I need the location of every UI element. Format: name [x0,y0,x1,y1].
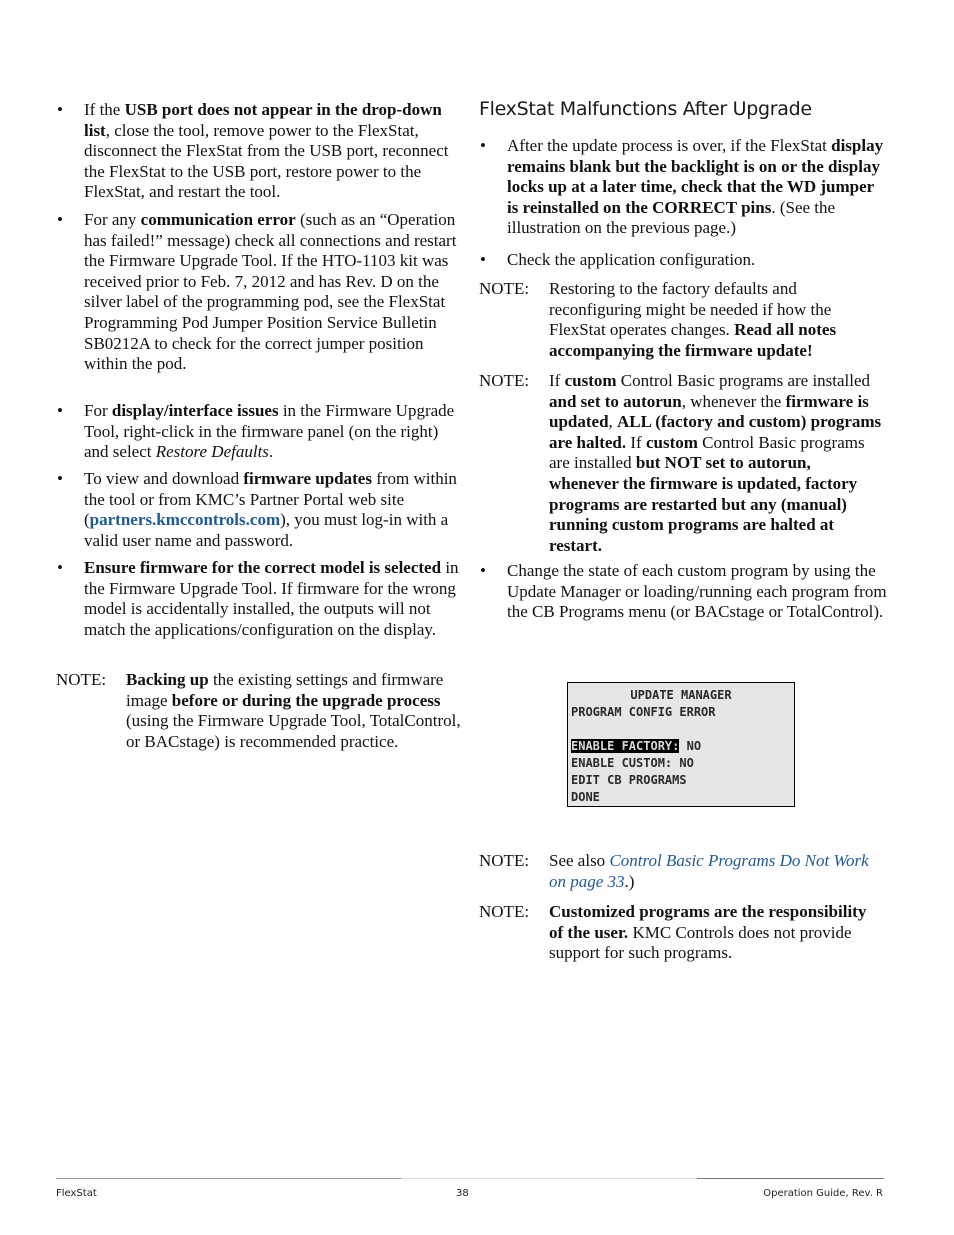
text-run: , whenever the [681,391,786,411]
bullet-icon: • [57,469,63,488]
note-label: NOTE: [56,670,107,689]
paragraph-text [507,250,887,271]
text-run: .) [624,871,635,891]
paragraph-text [84,210,464,375]
note-label: NOTE: [479,851,530,870]
bullet-icon: • [480,136,486,155]
text-run: Control Basic programs are installed [549,432,865,473]
note-text [549,851,884,892]
footer-rule-right [697,1178,884,1179]
text-run: If [549,371,565,390]
bullet-usb-port [57,100,464,203]
note-custom-programs [479,371,884,556]
bullet-display-blank [480,136,887,239]
paragraph-text [84,100,464,203]
text-run: , [608,412,618,432]
bold-text: Read all notes accompanying the firmware update! [549,320,837,360]
bullet-communication-error [57,210,464,375]
bold-text: but NOT set to autorun, whenever the firmware is updated, factory programs are restarted but any (manual) running custom programs are halted at restart. [549,453,858,555]
bold-text: Backing up [126,670,209,689]
text-run: (such as an “Operation has failed!” message) check all connections and restart the Firmware Upgrade Tool. If the HTO-1103 kit was received prior to Feb. 7, 2012 and has Rev. D on the silver label of the programming pod, see the FlexStat Programming Pod Jumper Position Service Bulletin SB0212A to check for the correct jumper position within the pod. [84,210,457,374]
text-run: For [84,401,112,420]
paragraph-text [84,401,464,463]
paragraph-text [507,136,887,239]
bold-text: USB port does not appear in the drop-down list [84,100,442,140]
lcd-update-manager-screen [567,682,795,807]
note-text [549,371,884,556]
text-run: If the [84,100,125,119]
bold-text: display remains blank but the backlight is on or the display locks up at a later time, check that the WD jumper is reinstalled on the CORRECT pins [507,136,884,217]
lcd-enable-factory-value: NO [679,739,702,753]
lcd-edit-cb-programs: EDIT CB PROGRAMS [571,773,687,787]
note-responsibility [479,902,884,964]
text-run: See also [549,851,610,870]
text-run: To view and download [84,469,244,488]
note-label: NOTE: [479,371,530,390]
bold-text: firmware is updated [549,391,869,432]
note-see-also [479,851,884,892]
paragraph-text [84,469,464,551]
text-run: . (See the illustration on the previous page.) [507,197,836,238]
italic-text: Restore Defaults [155,442,269,462]
lcd-error-line: PROGRAM CONFIG ERROR [571,705,716,719]
text-run: in the Firmware Upgrade Tool, right-click in the firmware panel (on the right) and select [84,401,455,462]
note-restoring-defaults [479,279,884,361]
paragraph-text [507,561,887,623]
lcd-enable-factory [571,738,794,755]
text-run: . [268,442,274,462]
bullet-icon: • [480,250,486,269]
text-run: the existing settings and firmware image [126,670,444,710]
bold-text: display/interface issues [111,401,279,420]
text-run: If [626,432,646,452]
bullet-check-config [480,250,887,271]
bullet-icon: • [57,100,63,119]
text-run: Control Basic programs are installed [616,371,871,390]
note-text [126,670,466,752]
bold-text: communication error [140,210,296,229]
text-run: Change the state of each custom program by using the Update Manager or loading/running each program from the CB Programs menu (or BACstage or TotalControl). [507,561,887,622]
bullet-correct-model [57,558,464,640]
footer-doc-title: Operation Guide, Rev. R [763,1188,883,1199]
bullet-firmware-updates [57,469,464,551]
bullet-icon: • [57,210,63,229]
text-run: , close the tool, remove power to the FlexStat, disconnect the FlexStat from the USB port, reconnect the FlexStat to the USB port, restore power to the FlexStat, and restart the tool. [84,120,449,202]
text-run: (using the Firmware Upgrade Tool, TotalControl, or BACstage) is recommended practice. [126,711,461,751]
lcd-done: DONE [571,790,600,804]
bullet-icon: • [480,561,486,580]
footer-product: FlexStat [56,1188,97,1199]
footer-rule-left [56,1178,401,1179]
text-run: ), you must log-in with a valid user name and password. [84,510,449,550]
bold-text: Customized programs are the responsibility of the user. [549,902,867,942]
bold-text: custom [564,371,617,390]
text-run: After the update process is over, if the FlexStat [507,136,832,155]
text-run: For any [84,210,141,229]
bullet-icon: • [57,558,63,577]
bold-text: custom [645,432,698,452]
text-run: in the Firmware Upgrade Tool. If firmware for the wrong model is accidentally installed, the outputs will not match the applications/configuration on the display. [84,558,459,639]
note-backing-up [56,670,466,752]
text-run: Check the application configuration. [507,250,756,269]
lcd-title: UPDATE MANAGER [630,688,732,702]
bold-text: firmware updates [243,469,372,488]
section-heading: FlexStat Malfunctions After Upgrade [479,98,812,120]
bold-text: ALL (factory and custom) programs are halted. [549,412,882,452]
footer-rule-middle [401,1178,697,1179]
text-run: from within the tool or from KMC’s Partner Portal web site ( [84,469,457,530]
bullet-change-state [480,561,887,623]
portal-link[interactable]: partners.kmccontrols.com [89,510,281,530]
bold-text: and set to autorun [549,391,682,411]
bold-text: before or during the upgrade process [171,690,441,710]
footer-page-number: 38 [456,1188,469,1199]
bold-text: Ensure firmware for the correct model is selected [84,558,442,577]
text-run: KMC Controls does not provide support for such programs. [549,922,852,963]
lcd-enable-custom: ENABLE CUSTOM: NO [571,756,694,770]
note-text [549,902,884,964]
cross-reference-link[interactable]: Control Basic Programs Do Not Work on page 33 [549,851,869,891]
note-label: NOTE: [479,279,530,298]
text-run: Restoring to the factory defaults and reconfiguring might be needed if how the FlexStat operates changes. [549,279,832,340]
bullet-icon: • [57,401,63,420]
paragraph-text [84,558,464,640]
note-text [549,279,884,361]
note-label: NOTE: [479,902,530,921]
bullet-display-issues [57,401,464,463]
lcd-enable-factory-label: ENABLE FACTORY: [571,739,680,753]
